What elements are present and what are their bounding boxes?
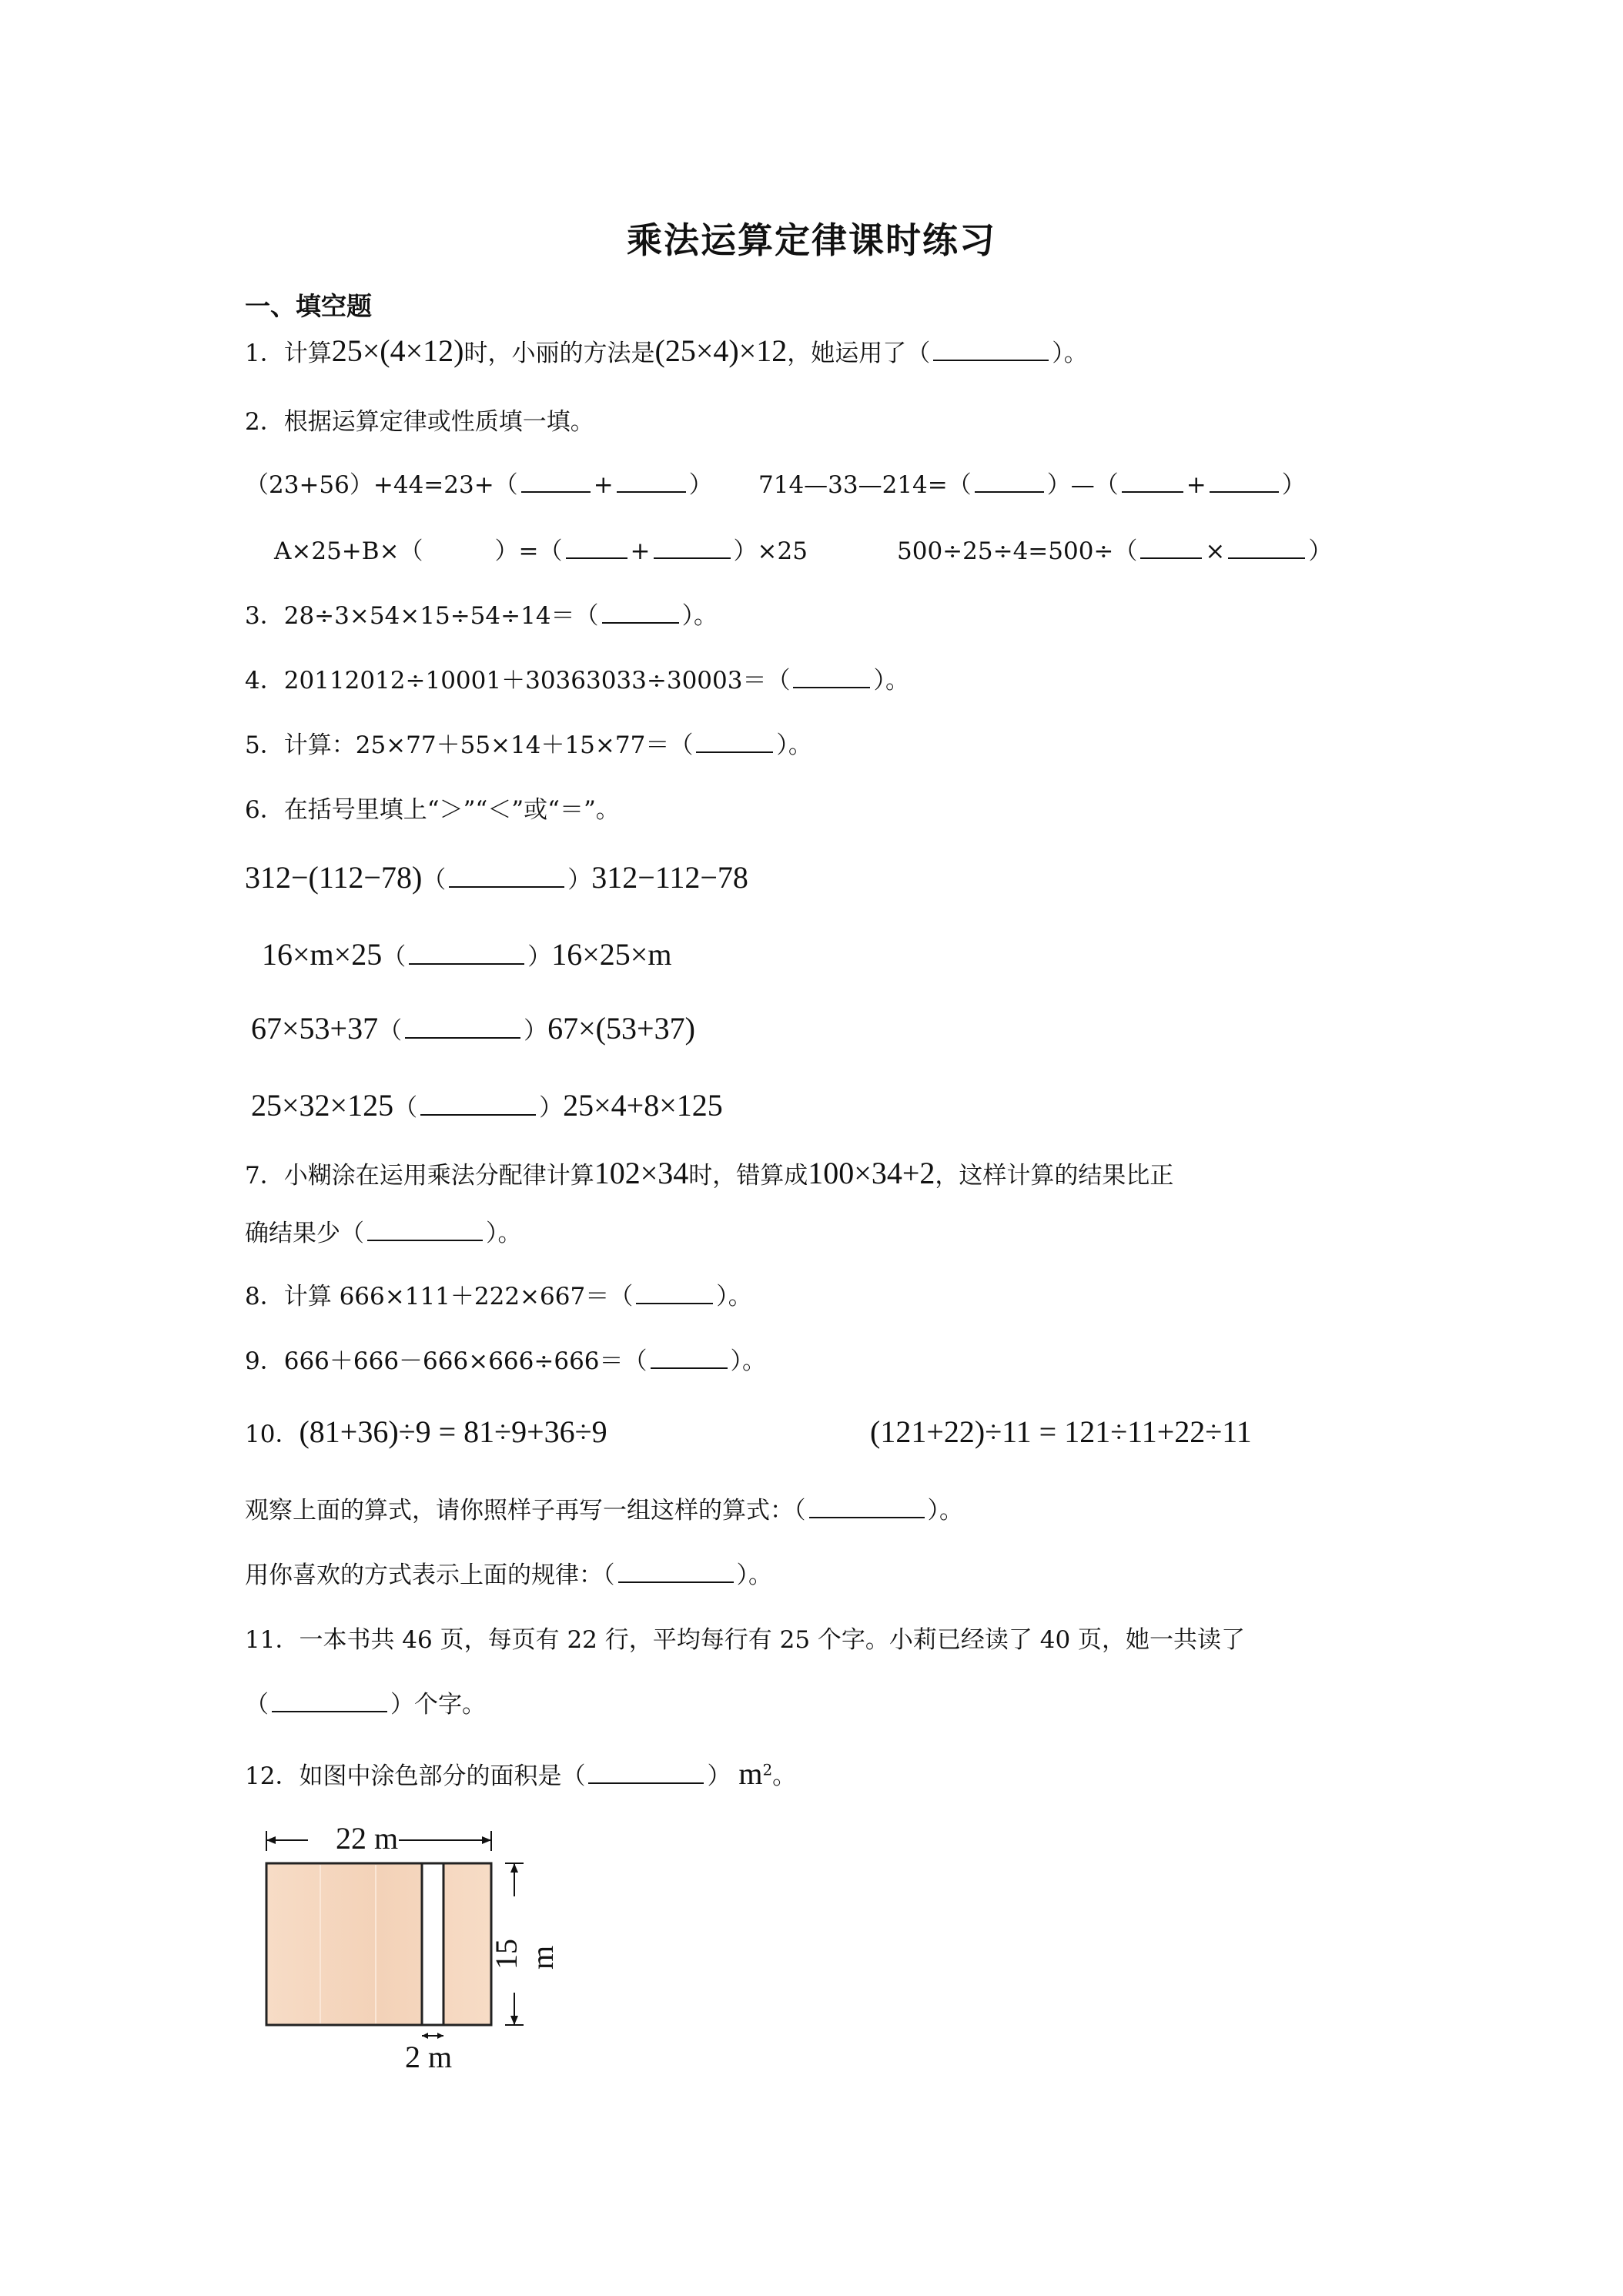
answer-blank[interactable] — [420, 1113, 536, 1116]
answer-blank[interactable] — [272, 1710, 387, 1712]
answer-blank[interactable] — [696, 751, 773, 753]
rectangle-figure — [245, 1808, 560, 2077]
question-9: 9．666＋666－666×666÷666＝（ ）。 — [245, 1347, 767, 1375]
question-5: 5．计算：25×77＋55×14＋15×77＝（ ）。 — [245, 731, 812, 759]
question-12: 12．如图中涂色部分的面积是（ ） $m^2$。 — [245, 1756, 797, 1791]
answer-blank[interactable] — [793, 686, 870, 688]
question-2-row-1b: 714—33—214=（ ）—（ + ） — [758, 471, 1306, 499]
answer-blank[interactable] — [602, 621, 679, 624]
question-6-row-2: 16×m×25（ ）16×25×m — [262, 937, 672, 972]
answer-blank[interactable] — [521, 490, 591, 493]
answer-blank[interactable] — [566, 557, 627, 559]
question-8: 8．计算 666×111＋222×667＝（ ）。 — [245, 1283, 752, 1310]
question-10: 10．(81+36)÷9 = 81÷9+36÷9 — [245, 1414, 607, 1449]
question-7: 7．小糊涂在运用乘法分配律计算102×34时，错算成100×34+2，这样计算的结果比正 — [245, 1156, 1174, 1190]
question-2-row-1: （23+56）+44=23+（ + ） — [245, 471, 713, 499]
question-11: 11．一本书共 46 页，每页有 22 行，平均每行有 25 个字。小莉已经读了 40 页，她一共读了 — [245, 1626, 1246, 1654]
page-title: 乘法运算定律课时练习 — [627, 219, 996, 261]
answer-blank[interactable] — [588, 1782, 704, 1784]
question-11-line-2: （ ）个字。 — [245, 1691, 486, 1719]
answer-blank[interactable] — [651, 1367, 728, 1369]
question-3: 3．28÷3×54×15÷54÷14＝（ ）。 — [245, 602, 718, 630]
answer-blank[interactable] — [809, 1516, 925, 1518]
question-2-row-2: A×25+B×（ ）=（ + ）×25 — [274, 537, 808, 565]
question-7-line-2: 确结果少（ ）。 — [245, 1220, 522, 1247]
question-6-row-1: 312−(112−78)（ ）312−112−78 — [245, 860, 748, 895]
question-2-row-2b: 500÷25÷4=500÷（ × ） — [897, 537, 1333, 565]
strip-width-label: 2 m — [405, 2040, 453, 2074]
white-strip — [422, 1863, 443, 2025]
answer-blank[interactable] — [618, 1581, 734, 1583]
question-4: 4．20112012÷10001＋30363033÷30003＝（ ）。 — [245, 667, 909, 694]
answer-blank[interactable] — [409, 962, 524, 965]
section-heading: 一、填空题 — [245, 291, 372, 321]
question-1: 1．计算25×(4×12)时，小丽的方法是(25×4)×12，她运用了（ ）。 — [245, 333, 1088, 368]
shaded-area — [266, 1863, 491, 2025]
answer-blank[interactable] — [933, 359, 1049, 361]
height-label: 15 m — [489, 1939, 560, 1970]
answer-blank[interactable] — [1228, 557, 1305, 559]
question-10-line-2: 观察上面的算式，请你照样子再写一组这样的算式：（ ）。 — [245, 1497, 963, 1525]
answer-blank[interactable] — [617, 490, 686, 493]
question-6-row-4: 25×32×125（ ）25×4+8×125 — [251, 1088, 723, 1123]
answer-blank[interactable] — [367, 1239, 483, 1241]
answer-blank[interactable] — [1210, 490, 1279, 493]
answer-blank[interactable] — [449, 885, 564, 888]
question-10-example-2: (121+22)÷11 = 121÷11+22÷11 — [870, 1414, 1252, 1449]
question-2: 2．根据运算定律或性质填一填。 — [245, 408, 594, 436]
answer-blank[interactable] — [654, 557, 731, 559]
answer-blank[interactable] — [636, 1302, 713, 1304]
answer-blank[interactable] — [405, 1036, 520, 1039]
width-label: 22 m — [336, 1821, 399, 1856]
question-6: 6．在括号里填上“＞”“＜”或“＝”。 — [245, 796, 620, 824]
question-6-row-3: 67×53+37（ ）67×(53+37) — [251, 1011, 695, 1046]
question-10-line-3: 用你喜欢的方式表示上面的规律：（ ）。 — [245, 1561, 772, 1589]
answer-blank[interactable] — [975, 490, 1044, 493]
answer-blank[interactable] — [1140, 557, 1202, 559]
answer-blank[interactable] — [1122, 490, 1183, 493]
